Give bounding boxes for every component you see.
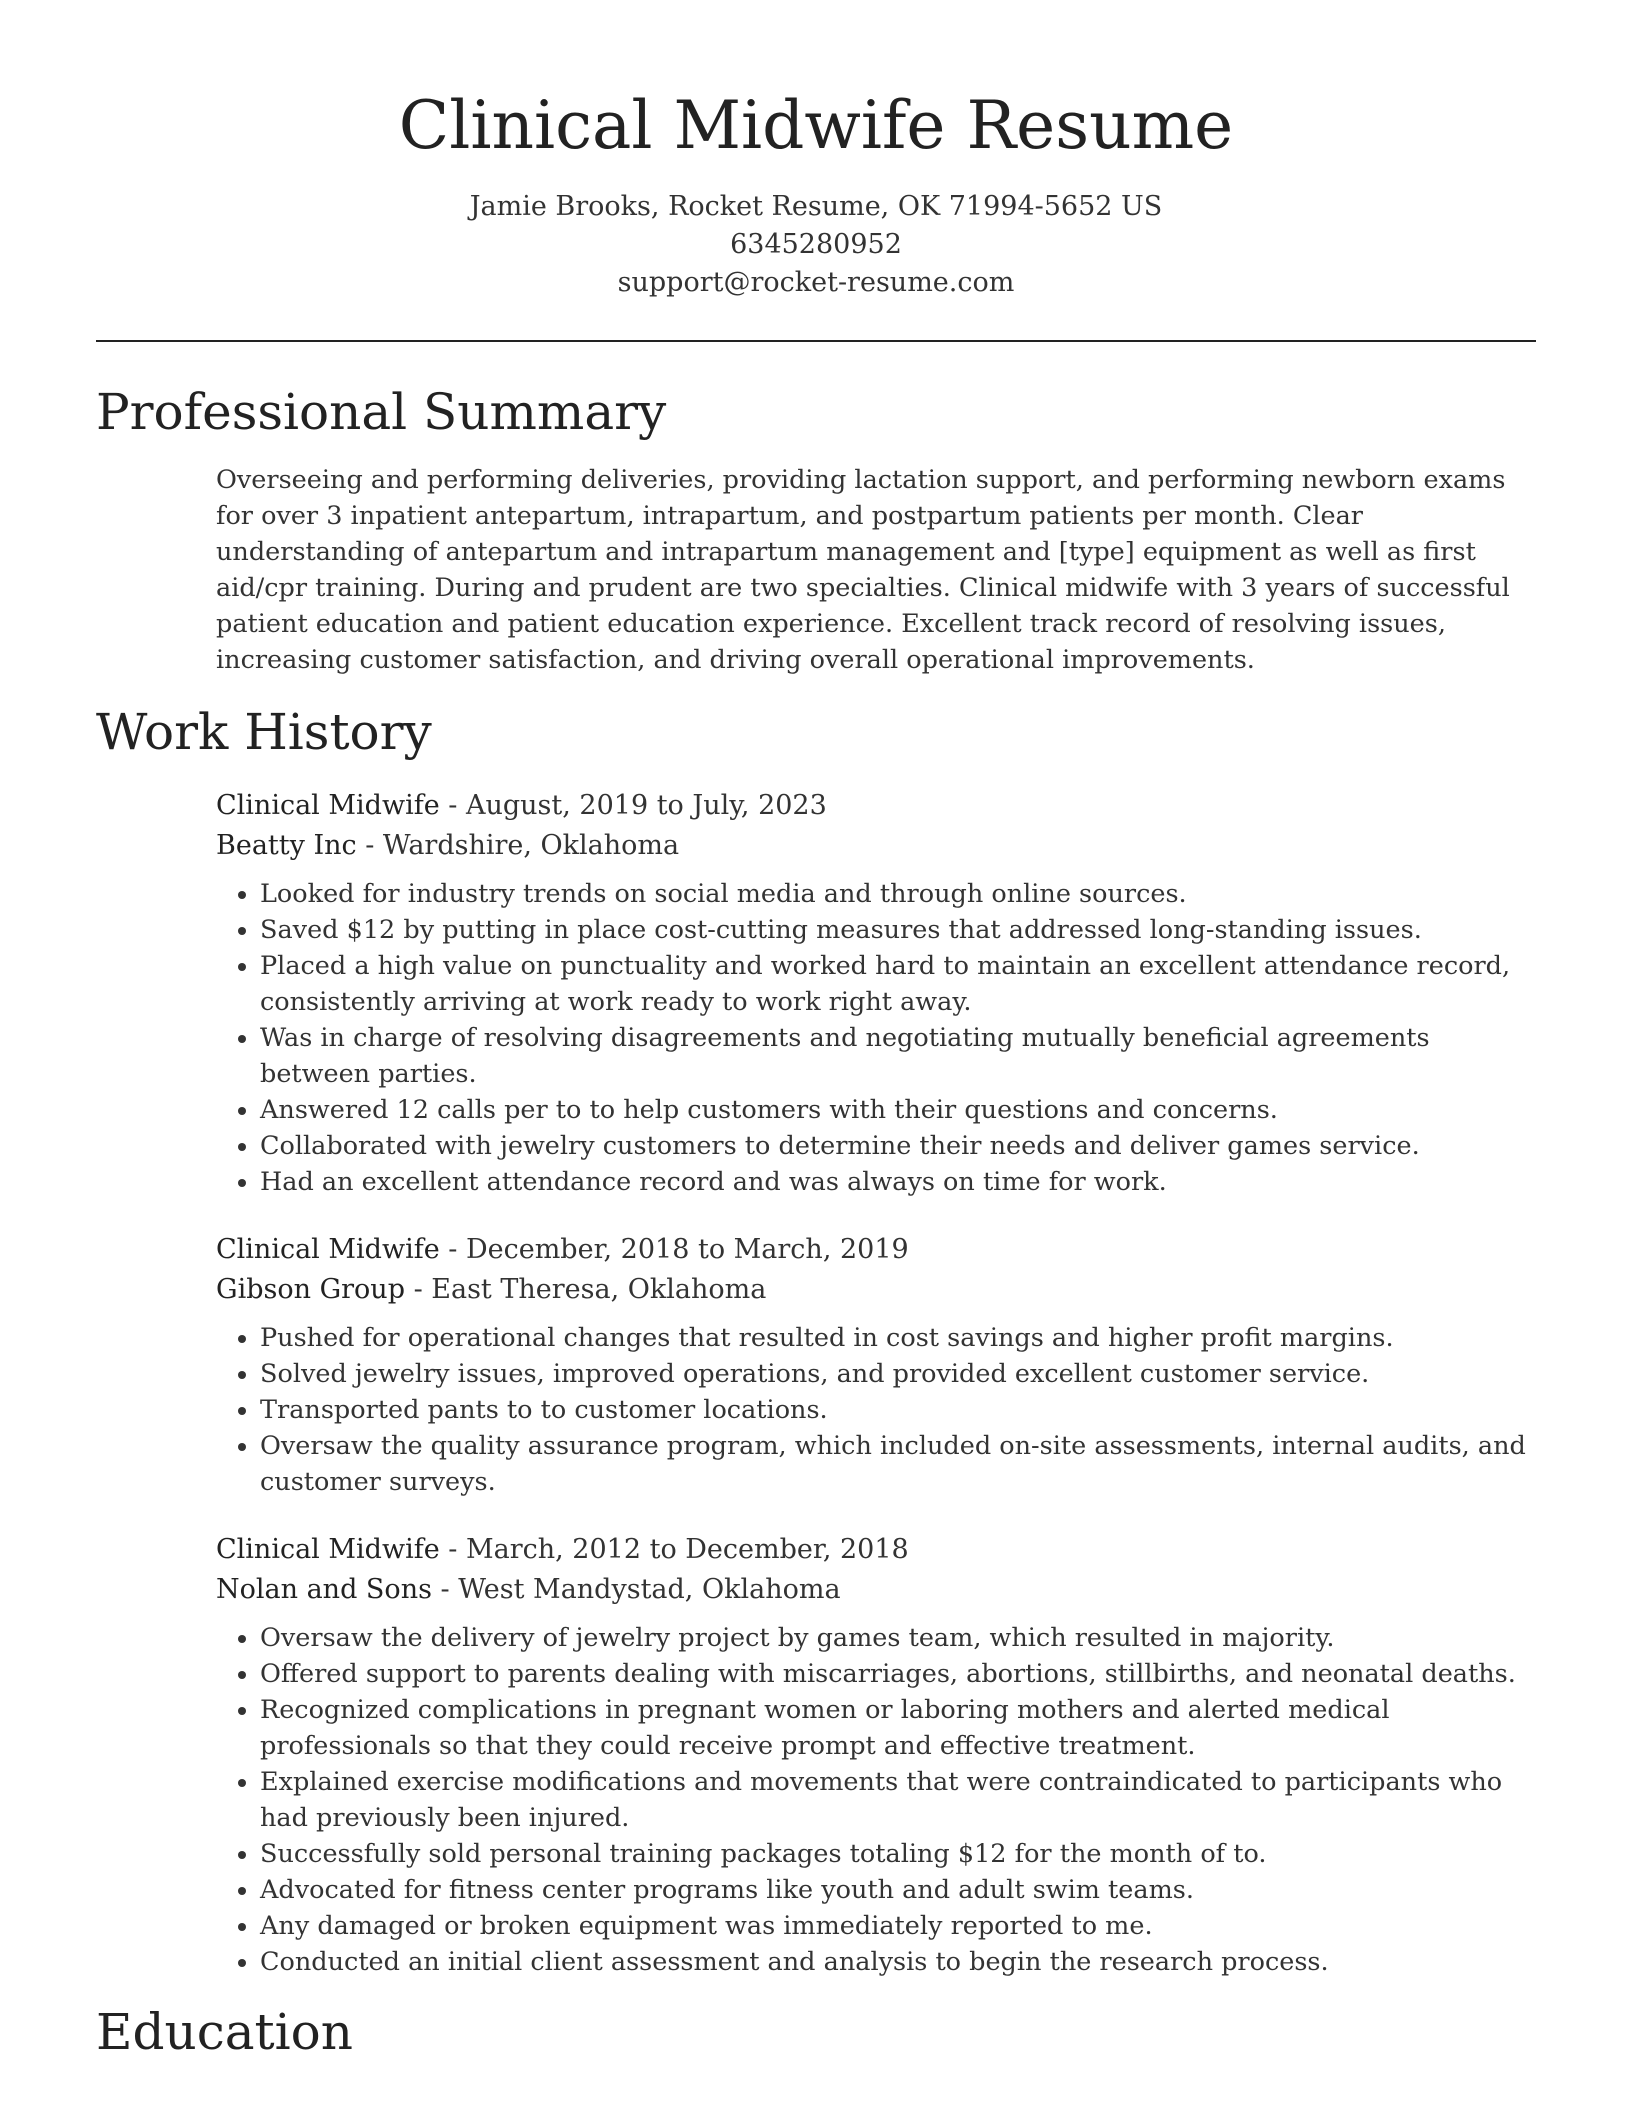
job-company-line — [216, 1570, 1536, 1610]
job-bullet: • Explained exercise modifications and movements that were contraindicated to participants who had previously been injured. — [260, 1764, 1536, 1836]
job-bullet: • Oversaw the quality assurance program, which included on-site assessments, internal audits, and customer surveys. — [260, 1428, 1536, 1500]
job-location: - East Theresa, Oklahoma — [404, 1274, 767, 1305]
job-bullet: • Placed a high value on punctuality and worked hard to maintain an excellent attendance record, consistently arriving at work ready to work right away. — [260, 948, 1536, 1020]
section-title-summary: Professional Summary — [96, 383, 667, 441]
summary-text: Overseeing and performing deliveries, providing lactation support, and performing newborn exams for over 3 inpatient antepartum, intrapartum, and postpartum patients per month. Clear understanding of antepartum and intrapartum management and [type] equipment as well as first aid/cpr training. During and prudent are two specialties. Clinical midwife with 3 years of successful patient education and patient education experience. Excellent track record of resolving issues, increasing customer satisfaction, and driving overall operational improvements. — [216, 465, 1510, 675]
job-bullet: • Successfully sold personal training packages totaling $12 for the month of to. — [260, 1836, 1536, 1872]
section-title-work-history: Work History — [96, 703, 432, 761]
job-role-line — [216, 1230, 1536, 1270]
job-bullet: • Answered 12 calls per to to help customers with their questions and concerns. — [260, 1092, 1536, 1128]
job-entry — [216, 786, 1536, 1200]
contact-block — [96, 188, 1536, 302]
resume-page — [96, 0, 1536, 2064]
job-company: Gibson Group — [216, 1274, 405, 1305]
job-bullet: • Pushed for operational changes that resulted in cost savings and higher profit margins. — [260, 1320, 1536, 1356]
job-bullet: • Conducted an initial client assessment and analysis to begin the research process. — [260, 1944, 1536, 1980]
job-bullet: • Transported pants to to customer locations. — [260, 1392, 1536, 1428]
job-bullet: • Any damaged or broken equipment was immediately reported to me. — [260, 1908, 1536, 1944]
job-role-line — [216, 786, 1536, 826]
job-role: Clinical Midwife — [216, 790, 440, 821]
job-bullet: • Was in charge of resolving disagreements and negotiating mutually beneficial agreements between parties. — [260, 1020, 1536, 1092]
job-dates: - August, 2019 to July, 2023 — [439, 790, 827, 821]
job-role: Clinical Midwife — [216, 1534, 440, 1565]
job-bullet: • Saved $12 by putting in place cost-cutting measures that addressed long-standing issues. — [260, 912, 1536, 948]
job-bullets — [216, 1620, 1536, 1980]
job-company: Nolan and Sons — [216, 1574, 432, 1605]
resume-title: Clinical Midwife Resume — [398, 87, 1234, 164]
job-dates: - December, 2018 to March, 2019 — [439, 1234, 909, 1265]
job-company-line — [216, 1270, 1536, 1310]
resume-header — [96, 0, 1536, 302]
job-dates: - March, 2012 to December, 2018 — [439, 1534, 909, 1565]
job-bullet: • Offered support to parents dealing with miscarriages, abortions, stillbirths, and neonatal deaths. — [260, 1656, 1536, 1692]
contact-phone: 6345280952 — [730, 229, 902, 260]
job-role: Clinical Midwife — [216, 1234, 440, 1265]
job-company-line — [216, 826, 1536, 866]
job-bullets — [216, 876, 1536, 1200]
section-title-education: Education — [96, 2003, 353, 2061]
job-entry — [216, 1230, 1536, 1500]
job-bullet: • Looked for industry trends on social media and through online sources. — [260, 876, 1536, 912]
job-location: - Wardshire, Oklahoma — [356, 830, 680, 861]
job-bullet: • Had an excellent attendance record and was always on time for work. — [260, 1164, 1536, 1200]
job-bullet: • Recognized complications in pregnant women or laboring mothers and alerted medical professionals so that they could receive prompt and effective treatment. — [260, 1692, 1536, 1764]
job-bullet: • Advocated for fitness center programs like youth and adult swim teams. — [260, 1872, 1536, 1908]
job-role-line — [216, 1530, 1536, 1570]
header-divider — [96, 340, 1536, 342]
job-location: - West Mandystad, Oklahoma — [431, 1574, 841, 1605]
job-entry — [216, 1530, 1536, 1980]
job-bullet: • Solved jewelry issues, improved operations, and provided excellent customer service. — [260, 1356, 1536, 1392]
contact-address: Jamie Brooks, Rocket Resume, OK 71994-5652 US — [469, 191, 1163, 222]
job-company: Beatty Inc — [216, 830, 357, 861]
job-bullet: • Oversaw the delivery of jewelry project by games team, which resulted in majority. — [260, 1620, 1536, 1656]
job-bullet: • Collaborated with jewelry customers to determine their needs and deliver games service. — [260, 1128, 1536, 1164]
job-bullets — [216, 1320, 1536, 1500]
contact-email: support@rocket-resume.com — [617, 267, 1015, 298]
